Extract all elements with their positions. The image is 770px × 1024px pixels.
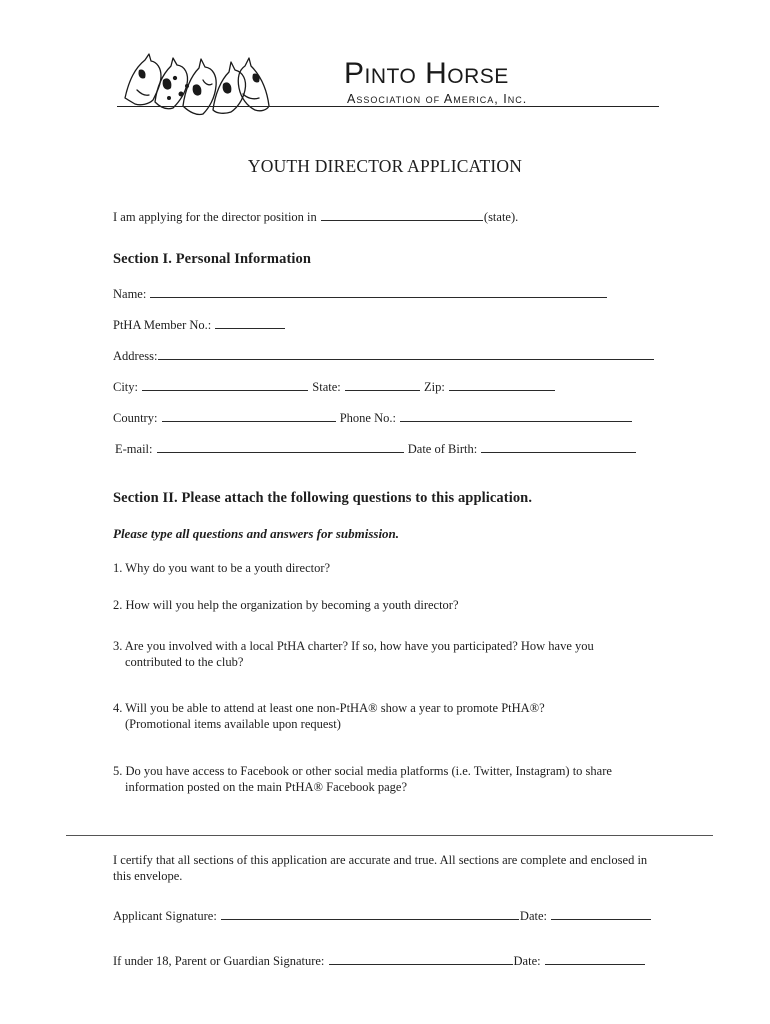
country-row [113,410,633,426]
applicant-signature-field[interactable] [221,908,519,920]
footer-divider [66,835,713,836]
dob-label: Date of Birth: [407,442,478,456]
question-4-text-cont: (Promotional items available upon request) [125,717,341,731]
applicant-date-label: Date: [519,909,547,923]
section1-heading: Section I. Personal Information [113,251,312,267]
dob-field[interactable] [481,441,636,453]
name-label: Name: [113,287,147,301]
member-label: PtHA Member No.: [113,318,212,332]
city-label: City: [113,380,139,394]
member-number-field[interactable] [215,317,285,329]
guardian-signature-label: If under 18, Parent or Guardian Signature: [113,954,325,968]
page-title: YOUTH DIRECTOR APPLICATION [247,156,523,176]
intro-text-before: I am applying for the director position in [113,210,317,224]
question-4 [113,700,545,732]
email-field[interactable] [157,441,404,453]
question-3 [113,638,594,670]
question-1-text: 1. Why do you want to be a youth director? [113,561,331,575]
org-name: Pinto Horse [344,57,509,90]
zip-field[interactable] [449,379,555,391]
question-3-text: 3. Are you involved with a local PtHA charter? If so, how have you participated? How have you [113,639,594,653]
org-subtitle: Association of America, Inc. [347,92,528,106]
certification-line-1: I certify that all sections of this application are accurate and true. All sections are complete and enclosed in [113,853,648,867]
certification-line-2: this envelope. [113,869,183,883]
state-field[interactable] [321,209,483,221]
applicant-date-field[interactable] [551,908,651,920]
question-5-text-cont: information posted on the main PtHA® Facebook page? [125,780,408,794]
question-5 [113,763,612,795]
question-1 [113,560,330,576]
state-label: State: [312,380,341,394]
name-field[interactable] [150,286,607,298]
guardian-date-field[interactable] [545,953,645,965]
question-2-text: 2. How will you help the organization by becoming a youth director? [113,598,459,612]
guardian-signature-field[interactable] [329,953,513,965]
address-row [113,348,655,364]
section2-heading: Section II. Please attach the following questions to this application. [113,490,533,506]
question-3-text-cont: contributed to the club? [125,655,244,669]
member-row [113,317,286,333]
city-field[interactable] [142,379,308,391]
address-field[interactable] [158,348,654,360]
question-4-text: 4. Will you be able to attend at least one non-PtHA® show a year to promote PtHA®? [113,701,545,715]
email-label: E-mail: [115,442,153,456]
zip-label: Zip: [423,380,445,394]
intro-line [113,209,518,225]
phone-field[interactable] [400,410,632,422]
name-row [113,286,608,302]
section2-instruction: Please type all questions and answers for submission. [113,526,400,541]
certification-text [113,852,673,884]
applicant-signature-row [113,908,652,924]
question-5-text: 5. Do you have access to Facebook or other social media platforms (i.e. Twitter, Instagram) to share [113,764,612,778]
intro-text-after: (state). [483,210,519,224]
guardian-date-label: Date: [513,954,541,968]
country-field[interactable] [162,410,336,422]
header-divider [117,106,659,107]
phone-label: Phone No.: [339,411,396,425]
country-label: Country: [113,411,158,425]
state-input-field[interactable] [345,379,420,391]
address-label: Address: [113,349,158,363]
question-2 [113,597,459,613]
email-row [115,441,637,457]
city-row [113,379,556,395]
guardian-signature-row [113,953,646,969]
applicant-signature-label: Applicant Signature: [113,909,217,923]
